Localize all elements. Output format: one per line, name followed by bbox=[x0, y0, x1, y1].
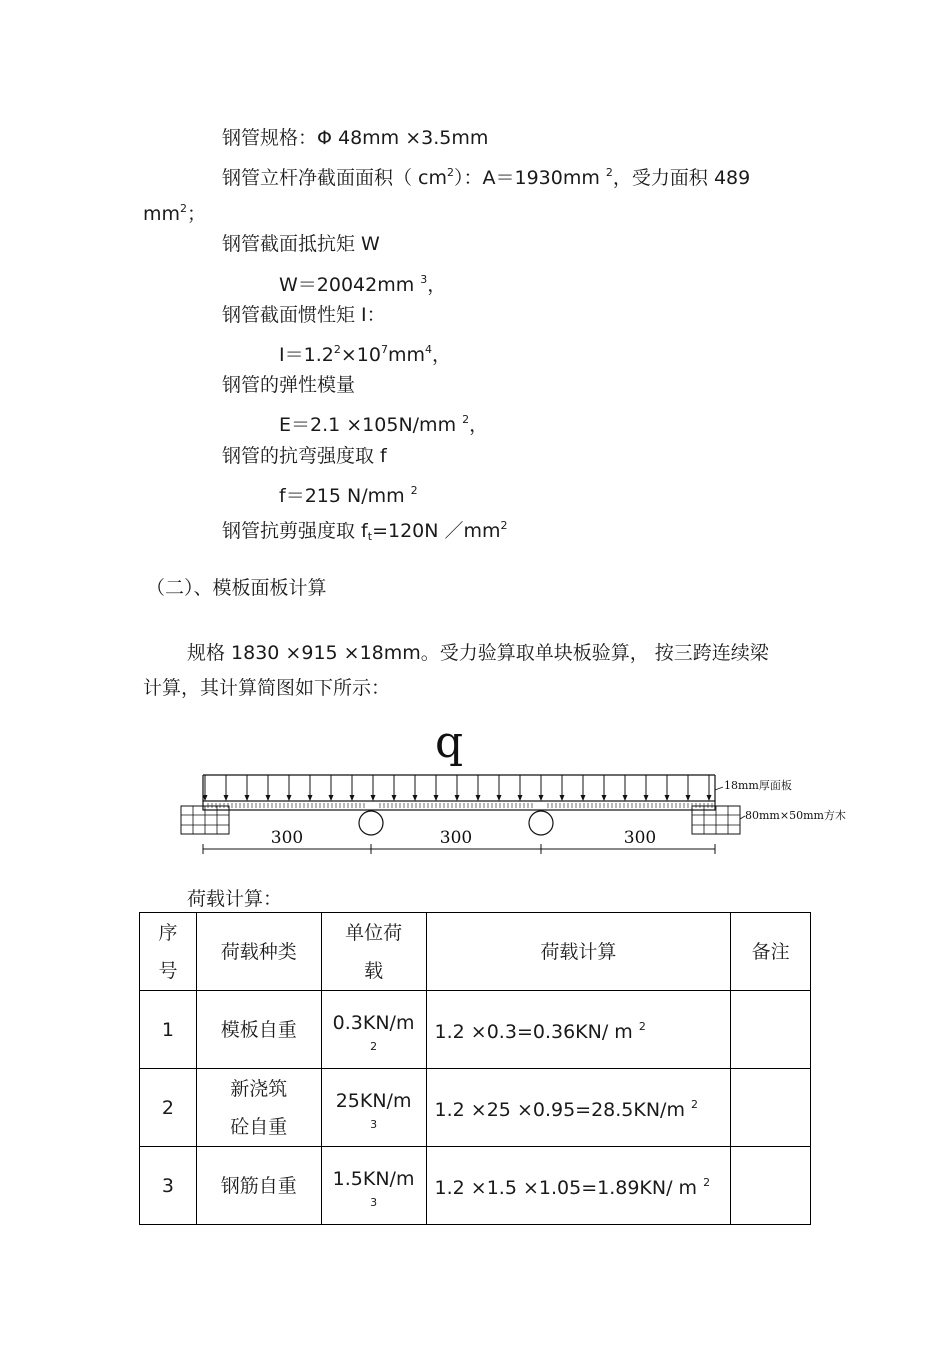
load-arrow-head bbox=[434, 795, 439, 801]
row-note bbox=[731, 991, 811, 1069]
paragraph-line-2: 计算，其计算简图如下所示： bbox=[143, 677, 391, 699]
load-label-q: q bbox=[435, 717, 464, 768]
load-arrow-head bbox=[644, 795, 649, 801]
load-arrow-head bbox=[245, 795, 250, 801]
spec-modulus-value: W＝20042mm $^3$， bbox=[279, 273, 447, 296]
pipe-support-2 bbox=[529, 811, 553, 835]
row-note bbox=[731, 1069, 811, 1147]
load-arrow-head bbox=[665, 795, 670, 801]
loads-table bbox=[139, 912, 811, 1225]
spec-modulus-label: 钢管截面抵抗矩 W bbox=[222, 233, 380, 255]
load-arrow-head bbox=[560, 795, 565, 801]
load-arrow-head bbox=[287, 795, 292, 801]
load-arrow-head bbox=[224, 795, 229, 801]
spec-inertia-value: $I=1.2^2\times 10^7mm^4$， bbox=[279, 343, 451, 366]
table-row bbox=[140, 1147, 811, 1225]
row-calc: 1.2 ×1.5 ×1.05=1.89KN/ m $^2$ bbox=[426, 1147, 731, 1225]
row-type: 新浇筑 砼自重 bbox=[196, 1069, 321, 1147]
table-row bbox=[140, 991, 811, 1069]
row-calc: 1.2 ×0.3=0.36KN/ m $^2$ bbox=[426, 991, 731, 1069]
load-arrow-head bbox=[308, 795, 313, 801]
spec-shear: 钢管抗剪强度取 $f_t=120N$ $/mm^2$ bbox=[222, 519, 508, 543]
load-arrow-head bbox=[686, 795, 691, 801]
span-3-label: 300 bbox=[623, 828, 657, 848]
panel-hatch bbox=[208, 803, 712, 808]
load-arrow-head bbox=[350, 795, 355, 801]
load-arrow-head bbox=[392, 795, 397, 801]
load-arrow-head bbox=[602, 795, 607, 801]
spec-area: 钢管立杆净截面面积（ $cm^2$）：A＝1930mm $^2$，受力面积 489 bbox=[222, 166, 751, 189]
timber-label: 80mm×50mm方木 bbox=[745, 809, 846, 822]
span-2-label: 300 bbox=[439, 828, 473, 848]
panel-label: 18mm厚面板 bbox=[724, 779, 792, 792]
spec-elastic-label: 钢管的弹性模量 bbox=[222, 374, 356, 396]
span-1-label: 300 bbox=[270, 828, 304, 848]
load-arrow-head bbox=[623, 795, 628, 801]
header-type: 荷载种类 bbox=[196, 913, 321, 991]
row-no: 3 bbox=[140, 1147, 197, 1225]
load-arrow-head bbox=[539, 795, 544, 801]
row-no: 2 bbox=[140, 1069, 197, 1147]
table-header-row bbox=[140, 913, 811, 991]
row-calc: 1.2 ×25 ×0.95=28.5KN/m $^2$ bbox=[426, 1069, 731, 1147]
load-arrow-head bbox=[476, 795, 481, 801]
loads-caption: 荷载计算： bbox=[187, 888, 283, 910]
table-row bbox=[140, 1069, 811, 1147]
spec-inertia-label: 钢管截面惯性矩 I： bbox=[222, 304, 386, 326]
spec-bending-label: 钢管的抗弯强度取 f bbox=[222, 445, 387, 467]
load-arrow-head bbox=[707, 795, 712, 801]
header-unit: 单位荷 载 bbox=[321, 913, 426, 991]
spec-area-cont: $mm^2$； bbox=[143, 202, 207, 225]
pipe-support-1 bbox=[359, 811, 383, 835]
load-arrows bbox=[203, 775, 712, 801]
panel-leader bbox=[715, 787, 723, 790]
section-heading: （二）、模板面板计算 bbox=[146, 577, 327, 599]
spec-elastic-value: E＝2.1 ×105N/mm $^2$， bbox=[279, 413, 489, 436]
load-arrow-head bbox=[518, 795, 523, 801]
paragraph-line-1: 规格 1830 ×915 ×18mm。受力验算取单块板验算， 按三跨连续梁 bbox=[187, 642, 769, 664]
row-unit: 25KN/m 3 bbox=[321, 1069, 426, 1147]
load-arrow-head bbox=[266, 795, 271, 801]
header-no: 序 号 bbox=[140, 913, 197, 991]
row-unit: 1.5KN/m 3 bbox=[321, 1147, 426, 1225]
load-arrow-head bbox=[413, 795, 418, 801]
row-type: 模板自重 bbox=[196, 991, 321, 1069]
load-arrow-head bbox=[497, 795, 502, 801]
load-arrow-head bbox=[329, 795, 334, 801]
row-type: 钢筋自重 bbox=[196, 1147, 321, 1225]
spec-pipe: 钢管规格：Φ 48mm ×3.5mm bbox=[222, 127, 489, 149]
row-no: 1 bbox=[140, 991, 197, 1069]
load-arrow-head bbox=[371, 795, 376, 801]
three-span-beam-diagram bbox=[170, 715, 870, 865]
spec-bending-value: f＝215 N/mm $^2$ bbox=[279, 484, 418, 507]
header-calc: 荷载计算 bbox=[426, 913, 731, 991]
row-note bbox=[731, 1147, 811, 1225]
load-arrow-head bbox=[581, 795, 586, 801]
load-arrow-head bbox=[455, 795, 460, 801]
row-unit: 0.3KN/m 2 bbox=[321, 991, 426, 1069]
header-note: 备注 bbox=[731, 913, 811, 991]
